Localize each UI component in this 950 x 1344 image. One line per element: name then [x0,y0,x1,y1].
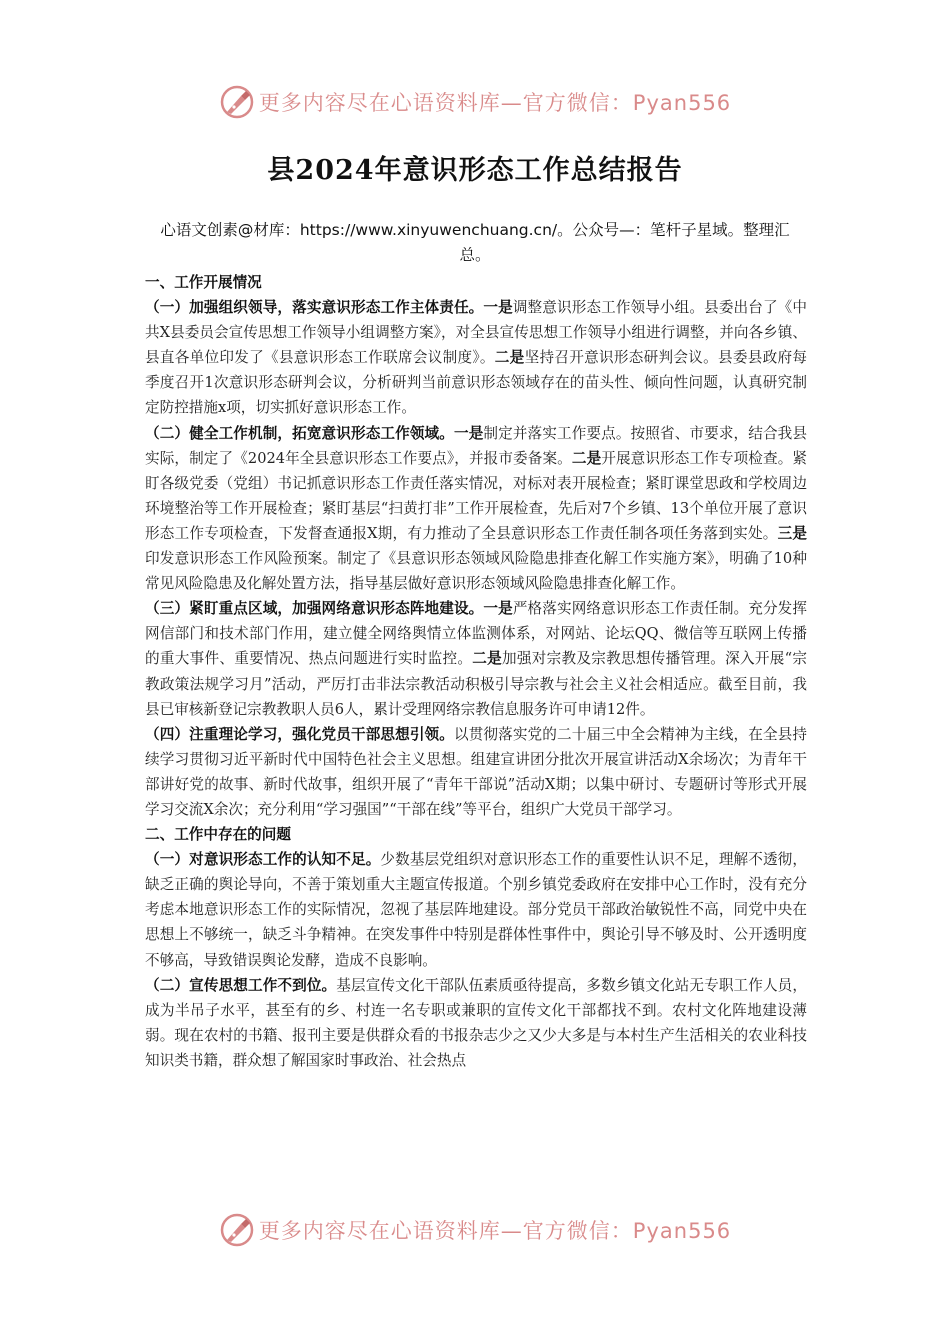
document-body [145,270,807,1073]
source-line: 心语文创素@材库：https://www.xinyuwenchuang.cn/。公众号—：笔杆子星域。整理汇总。 [160,221,790,264]
point-marker: 一是 [453,424,484,442]
paragraph [145,722,807,822]
point-marker: 一是 [483,600,513,618]
pen-nib-icon [219,84,255,120]
point-marker: 二是 [571,449,602,467]
paragraph-text: 制定并落实工作要点。按照省、市要求，结合我县实际，制定了《2024年全县意识形态工作要点》，并报市委备案。 [145,424,807,467]
paragraph-lead: （一）对意识形态工作的认知不足。 [145,851,381,869]
paragraph [145,295,807,420]
document-title: 县2024年意识形态工作总结报告 [267,155,683,186]
paragraph-text: 印发意识形态工作风险预案。制定了《县意识形态领域风险隐患排查化解工作实施方案》，明确了10种常见风险隐患及化解处置方法，指导基层做好意识形态领域风险隐患排查化解工作。 [145,550,807,593]
paragraph-text: 调整意识形态工作领导小组。县委出台了《中共X县委员会宣传思想工作领导小组调整方案》，对全县宣传思想工作领导小组进行调整，并向各乡镇、县直各单位印发了《县意识形态工作联席会议制度》。 [145,299,807,367]
watermark-banner-bottom [0,1208,950,1252]
section-heading: 一、工作开展情况 [145,274,262,291]
paragraph [145,596,807,721]
paragraph [145,847,807,972]
point-marker: 二是 [494,349,525,367]
point-marker: 一是 [483,299,513,317]
paragraph-lead: （二）健全工作机制，拓宽意识形态工作领域。 [145,424,454,442]
paragraph-lead: （一）加强组织领导，落实意识形态工作主体责任。 [145,299,484,317]
paragraph [145,973,807,1073]
point-marker: 三是 [777,524,807,542]
paragraph-lead: （三）紧盯重点区域，加强网络意识形态阵地建设。 [145,600,484,618]
paragraph [145,421,807,597]
watermark-banner-top [0,80,950,124]
paragraph-text: 严格落实网络意识形态工作责任制。充分发挥网信部门和技术部门作用，建立健全网络舆情立体监测体系，对网站、论坛QQ、微信等互联网上传播的重大事件、重要情况、热点问题进行实时监控。 [145,600,807,668]
paragraph-text: 少数基层党组织对意识形态工作的重要性认识不足，理解不透彻，缺乏正确的舆论导向，不善于策划重大主题宣传报道。个别乡镇党委政府在安排中心工作时，没有充分考虑本地意识形态工作的实际情况，忽视了基层阵地建设。部分党员干部政治敏锐性不高，同党中央在思想上不够统一，缺乏斗争精神。在突发事件中特别是群体性事件中，舆论引导不够及时、公开透明度不够高，导致错误舆论发酵，造成不良影响。 [145,851,807,969]
pen-nib-icon [219,1212,255,1248]
paragraph-text: 以贯彻落实党的二十届三中全会精神为主线，在全县持续学习贯彻习近平新时代中国特色社会主义思想。组建宣讲团分批次开展宣讲活动X余场次；为青年干部讲好党的故事、新时代故事，组织开展了“青年干部说”活动X期；以集中研讨、专题研讨等形式开展学习交流X余次；充分利用“学习强国”“干部在线”等平台，组织广大党员干部学习。 [145,725,807,818]
section-heading: 二、工作中存在的问题 [145,826,291,844]
paragraph-lead: （二）宣传思想工作不到位。 [145,976,337,994]
watermark-text: 更多内容尽在心语资料库—官方微信：Pyan556 [258,1219,732,1243]
paragraph-lead: （四）注重理论学习，强化党员干部思想引领。 [145,725,454,743]
paragraph-text: 开展意识形态工作专项检查。紧盯各级党委（党组）书记抓意识形态工作责任落实情况，对标对表开展检查；紧盯课堂思政和学校周边环境整治等工作开展检查；紧盯基层“扫黄打非”工作开展检查，先后对7个乡镇、13个单位开展了意识形态工作专项检查，下发督查通报X期，有力推动了全县意识形态工作责任制各项任务落到实处。 [145,449,807,542]
paragraph-text: 坚持召开意识形态研判会议。县委县政府每季度召开1次意识形态研判会议，分析研判当前意识形态领域存在的苗头性、倾向性问题，认真研究制定防控措施x项，切实抓好意识形态工作。 [145,349,807,417]
paragraph-text: 加强对宗教及宗教思想传播管理。深入开展“宗教政策法规学习月”活动，严厉打击非法宗教活动积极引导宗教与社会主义社会相适应。截至目前，我县已审核新登记宗教教职人员6人，累计受理网络宗教信息服务许可申请12件。 [145,650,807,718]
paragraph-text: 基层宣传文化干部队伍素质亟待提高，多数乡镇文化站无专职工作人员，成为半吊子水平，甚至有的乡、村连一名专职或兼职的宣传文化干部都找不到。农村文化阵地建设薄弱。现在农村的书籍、报刊主要是供群众看的书报杂志少之又少大多是与本村生产生活相关的农业科技知识类书籍，群众想了解国家时事政治、社会热点 [145,976,807,1069]
point-marker: 二是 [472,650,503,668]
watermark-text: 更多内容尽在心语资料库—官方微信：Pyan556 [258,91,732,115]
